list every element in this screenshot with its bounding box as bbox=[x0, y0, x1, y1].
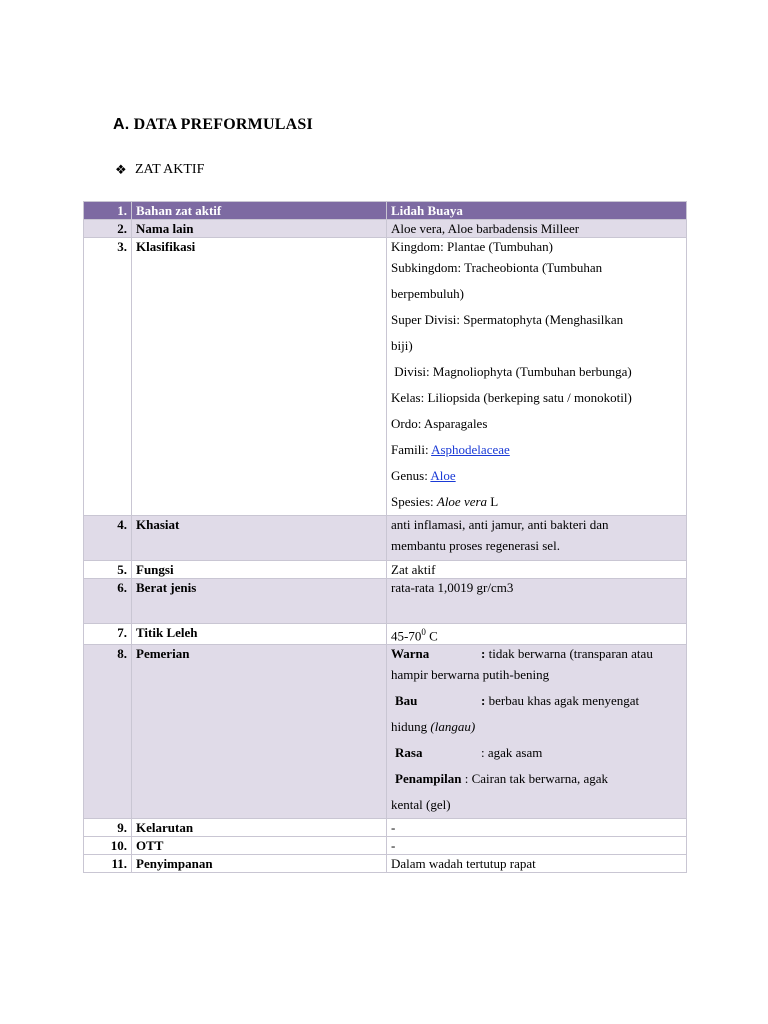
penampilan-value: : Cairan tak berwarna, agak bbox=[461, 771, 609, 787]
penampilan-line-cont: kental (gel) bbox=[391, 797, 451, 813]
table-row bbox=[84, 220, 687, 238]
spesies-name: Aloe vera bbox=[436, 494, 488, 509]
bau-colon: : bbox=[481, 693, 486, 709]
row-label: Pemerian bbox=[132, 645, 387, 819]
row-number: 6. bbox=[84, 579, 132, 624]
spesies-prefix: Spesies: bbox=[391, 494, 437, 509]
rasa-line bbox=[391, 740, 682, 766]
ordo-line: Ordo: Asparagales bbox=[391, 416, 488, 431]
warna-line-cont: hampir berwarna putih-bening bbox=[391, 667, 550, 683]
row-label: Penyimpanan bbox=[132, 855, 387, 873]
famili-line bbox=[391, 437, 682, 463]
famili-link[interactable]: Asphodelaceae bbox=[431, 442, 510, 457]
famili-prefix: Famili: bbox=[391, 442, 432, 457]
row-number: 2. bbox=[84, 220, 132, 238]
genus-link[interactable]: Aloe bbox=[430, 468, 456, 483]
subkingdom-line-cont: berpembuluh) bbox=[391, 286, 464, 301]
superdivisi-line: Super Divisi: Spermatophyta (Menghasilkan bbox=[391, 312, 624, 327]
row-value: Lidah Buaya bbox=[387, 202, 687, 220]
table-row bbox=[84, 819, 687, 837]
table-row bbox=[84, 855, 687, 873]
heading-title: DATA PREFORMULASI bbox=[133, 116, 313, 133]
row-label: Kelarutan bbox=[132, 819, 387, 837]
row-label: Fungsi bbox=[132, 561, 387, 579]
superdivisi-line-cont: biji) bbox=[391, 338, 413, 353]
section-heading bbox=[115, 162, 204, 178]
warna-colon: : bbox=[481, 646, 486, 662]
row-value bbox=[387, 624, 687, 645]
table-row bbox=[84, 645, 687, 819]
table-row bbox=[84, 624, 687, 645]
spesies-suffix: L bbox=[487, 494, 499, 509]
rasa-value: : agak asam bbox=[481, 745, 543, 761]
row-number: 1. bbox=[84, 202, 132, 220]
degree-mark: 0 bbox=[421, 627, 426, 637]
warna-line bbox=[391, 645, 682, 662]
table-row bbox=[84, 579, 687, 624]
kingdom-line: Kingdom: Plantae (Tumbuhan) bbox=[391, 239, 554, 254]
row-label: OTT bbox=[132, 837, 387, 855]
subkingdom-line: Subkingdom: Tracheobionta (Tumbuhan bbox=[391, 260, 603, 275]
row-value: - bbox=[387, 837, 687, 855]
row-value: Zat aktif bbox=[387, 561, 687, 579]
bau-key: Bau bbox=[395, 693, 418, 709]
bau-value: berbau khas agak menyengat bbox=[485, 693, 640, 709]
table-row bbox=[84, 516, 687, 561]
row-value: Aloe vera, Aloe barbadensis Milleer bbox=[387, 220, 687, 238]
heading-letter: A. bbox=[113, 116, 130, 133]
diamond-bullet-icon: ❖ bbox=[115, 162, 127, 178]
row-label: Titik Leleh bbox=[132, 624, 387, 645]
kelas-line: Kelas: Liliopsida (berkeping satu / monokotil) bbox=[391, 390, 632, 405]
row-label: Nama lain bbox=[132, 220, 387, 238]
row-value bbox=[387, 516, 687, 561]
row-number: 11. bbox=[84, 855, 132, 873]
bau-value-cont: hidung bbox=[391, 719, 431, 735]
page-title bbox=[113, 116, 313, 134]
pemerian-value bbox=[387, 645, 687, 819]
row-number: 7. bbox=[84, 624, 132, 645]
row-label: Klasifikasi bbox=[132, 238, 387, 516]
warna-key: Warna bbox=[391, 646, 430, 662]
table-row bbox=[84, 837, 687, 855]
rasa-key: Rasa bbox=[395, 745, 423, 761]
genus-line bbox=[391, 463, 682, 489]
table-header-row bbox=[84, 202, 687, 220]
bau-value-italic: (langau) bbox=[430, 719, 476, 735]
table-row bbox=[84, 238, 687, 516]
penampilan-key: Penampilan bbox=[395, 771, 462, 787]
row-number: 8. bbox=[84, 645, 132, 819]
melting-unit: C bbox=[425, 628, 438, 644]
genus-prefix: Genus: bbox=[391, 468, 431, 483]
row-label: Berat jenis bbox=[132, 579, 387, 624]
bau-line-cont bbox=[391, 714, 682, 740]
table-row bbox=[84, 561, 687, 579]
row-label: Bahan zat aktif bbox=[132, 202, 387, 220]
bau-line bbox=[391, 688, 682, 714]
warna-value: tidak berwarna (transparan atau bbox=[485, 646, 653, 662]
row-value: - bbox=[387, 819, 687, 837]
preformulation-table bbox=[83, 201, 687, 873]
divisi-line: Divisi: Magnoliophyta (Tumbuhan berbunga) bbox=[391, 364, 632, 379]
khasiat-line-1: anti inflamasi, anti jamur, anti bakteri dan bbox=[391, 517, 609, 532]
khasiat-line-2: membantu proses regenerasi sel. bbox=[391, 538, 560, 553]
row-number: 9. bbox=[84, 819, 132, 837]
melting-range: 45-70 bbox=[391, 628, 422, 644]
row-label: Khasiat bbox=[132, 516, 387, 561]
classification-value bbox=[387, 238, 687, 516]
row-number: 4. bbox=[84, 516, 132, 561]
row-number: 5. bbox=[84, 561, 132, 579]
spesies-line bbox=[391, 489, 682, 515]
row-number: 3. bbox=[84, 238, 132, 516]
row-value: Dalam wadah tertutup rapat bbox=[387, 855, 687, 873]
penampilan-line bbox=[391, 766, 682, 792]
row-value: rata-rata 1,0019 gr/cm3 bbox=[387, 579, 687, 624]
row-number: 10. bbox=[84, 837, 132, 855]
section-title: ZAT AKTIF bbox=[135, 162, 205, 177]
